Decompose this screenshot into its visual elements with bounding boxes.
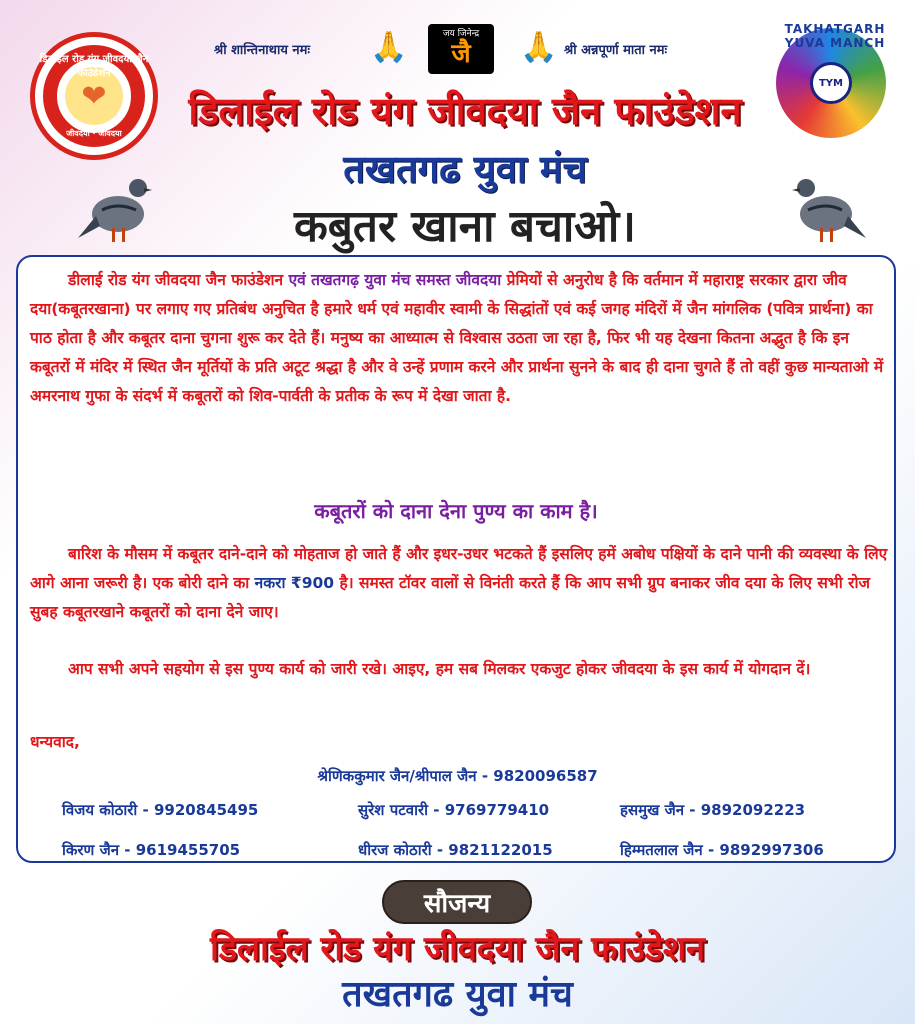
appeal-paragraph-3: आप सभी अपने सहयोग से इस पुण्य कार्य को जारी रखे। आइए, हम सब मिलकर एकजुट होकर जीवदया के इस कार्य में योगदान दें। <box>68 660 811 678</box>
para2-amount: नकरा ₹900 <box>254 574 335 592</box>
folded-hands-icon: 🙏 <box>370 30 408 65</box>
appeal-paragraph-1 <box>30 266 890 411</box>
contact-item: हिम्मतलाल जैन - 9892997306 <box>620 841 824 859</box>
contact-item: हसमुख जैन - 9892092223 <box>620 801 806 819</box>
page-title: डिलाईल रोड यंग जीवदया जैन फाउंडेशन <box>188 89 742 133</box>
foundation-logo <box>30 32 158 160</box>
para1-part-c: जीवदया <box>455 271 502 289</box>
tym-logo-ring-text: TAKHATGARH YUVA MANCH <box>784 22 886 50</box>
footer-foundation: डिलाईल रोड यंग जीवदया जैन फाउंडेशन <box>210 929 705 969</box>
pigeon-icon <box>786 166 866 246</box>
contact-item: धीरज कोठारी - 9821122015 <box>358 841 553 859</box>
para2-part-c: है। समस्त टॉवर वालों से विनंती करते हैं कि आप सभी ग्रुप बनाकर जीव दया के लिए सभी रोज सुबह कबूतरखाने कबूतरों को दाना देने जाए। <box>30 574 870 621</box>
badge-glyph: जै <box>451 39 471 69</box>
tym-logo <box>776 22 886 138</box>
para1-part-b: एवं तखतगढ़ युवा मंच समस्त <box>288 271 456 289</box>
logo-text-bottom: जीवदया · जीवदया <box>66 129 122 138</box>
badge-small-text: जय जिनेन्द्र <box>442 29 480 39</box>
footer-manch: तखतगढ युवा मंच <box>342 974 573 1015</box>
contact-item: किरण जैन - 9619455705 <box>62 841 241 859</box>
right-salutation: श्री अन्नपूर्णा माता नमः <box>564 43 668 58</box>
subtitle-manch: तखतगढ युवा मंच <box>343 147 587 191</box>
contact-item: विजय कोठारी - 9920845495 <box>62 801 259 819</box>
para2-part-a: बारिश के मौसम में कबूतर दाने-दाने को मोहताज हो जाते हैं और इधर-उधर भटकते हैं इसलिए हमें अबोध पक्षियों के दाने पानी की व्यवस्था के लिए आगे आना जरूरी है। एक बोरी दाने का <box>30 545 888 592</box>
pigeon-icon <box>78 166 158 246</box>
logo-text-top: डिलाईल रोड यंग जीवदया जैन फाउंडेशन <box>39 54 149 79</box>
highlight-line: कबूतरों को दाना देना पुण्य का काम है। <box>314 499 598 523</box>
saujanya-badge: सौजन्य <box>382 880 532 924</box>
main-contact: श्रेणिककुमार जैन/श्रीपाल जैन - 9820096587 <box>317 767 598 785</box>
tym-logo-center: TYM <box>810 62 852 104</box>
folded-hands-icon: 🙏 <box>520 30 558 65</box>
appeal-paragraph-2 <box>30 540 890 627</box>
para1-part-a: डीलाई रोड यंग जीवदया जैन फाउंडेशन <box>68 271 289 289</box>
para1-part-d: प्रेमियों से अनुरोध है कि वर्तमान में महाराष्ट्र सरकार द्वारा जीव दया(कबूतरखाना) पर लगाए गए प्रतिबंध अनुचित है हमारे धर्म एवं महावीर स्वामी के सिद्धांतों एवं कई जगह मंदिरों में जैन मांगलिक (पवित्र प्रार्थना) का पाठ होता है और कबूतर दाना चुगना शुरू कर देते हैं। मनुष्य का आध्यात्म से विश्वास उठता जा रहा है, फिर भी यह देखना कितना अद्भुत है कि इन कबूतरों में मंदिर में स्थित जैन मूर्तियों के प्रति अटूट श्रद्धा है और वे उन्हें प्रणाम करने और प्रार्थना सुनने के बाद ही दाना चुगते हैं तो वहीं कुछ मान्यताओ में अमरनाथ गुफा के संदर्भ में कबूतरों को शिव-पार्वती के प्रतीक के रूप में देखा जाता है. <box>30 271 884 405</box>
campaign-title: कबुतर खाना बचाओ। <box>294 201 636 252</box>
left-salutation: श्री शान्तिनाथाय नमः <box>214 43 311 58</box>
hands-heart-icon: ❤ <box>65 67 123 125</box>
jay-jinendra-badge <box>428 24 494 74</box>
contact-item: सुरेश पटवारी - 9769779410 <box>358 801 550 819</box>
thanks-text: धन्यवाद, <box>30 733 80 751</box>
